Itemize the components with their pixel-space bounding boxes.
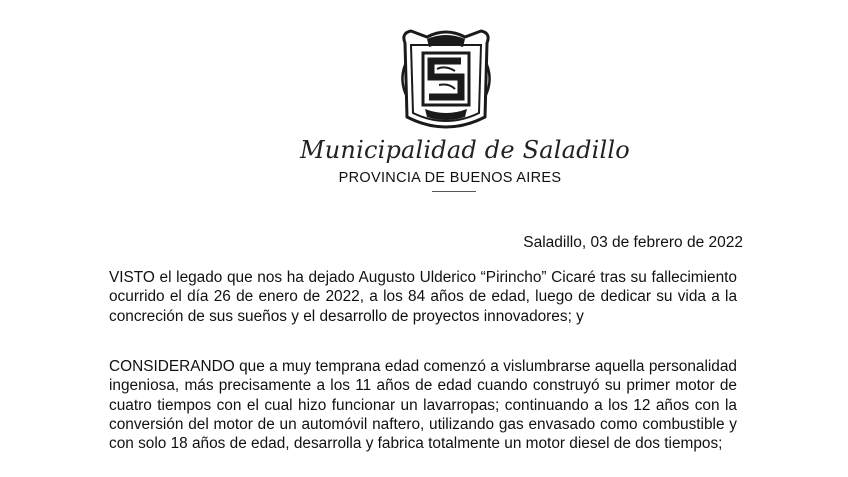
visto-keyword: VISTO — [109, 269, 155, 286]
considerando-text: que a muy temprana edad comenzó a vislumbrarse aquella personalidad ingeniosa, más precisamente a los 11 años de edad cuando construyó su primer motor de cuatro tiempos con el cual hizo funcionar un lavarropas; continuando a los 12 años con la conversión del motor de un automóvil naftero, utilizando gas envasado como combustible y con solo 18 años de edad, desarrolla y fabrica totalmente un motor diesel de dos tiempos; — [109, 358, 737, 453]
province-name: PROVINCIA DE BUENOS AIRES — [338, 170, 562, 186]
municipality-name: Municipalidad de Saladillo — [300, 136, 630, 164]
visto-text: el legado que nos ha dejado Augusto Ulderico “Pirincho” Cicaré tras su fallecimiento ocurrido el día 26 de enero de 2022, a los 84 años de edad, luego de dedicar su vida a la concreción de sus sueños y el desarrollo de proyectos innovadores; y — [109, 269, 737, 325]
considerando-paragraph — [109, 357, 737, 453]
considerando-keyword: CONSIDERANDO — [109, 358, 235, 375]
header-divider — [432, 191, 476, 192]
municipal-crest-icon — [397, 25, 495, 135]
visto-paragraph — [109, 268, 737, 326]
document-date: Saladillo, 03 de febrero de 2022 — [523, 234, 743, 251]
